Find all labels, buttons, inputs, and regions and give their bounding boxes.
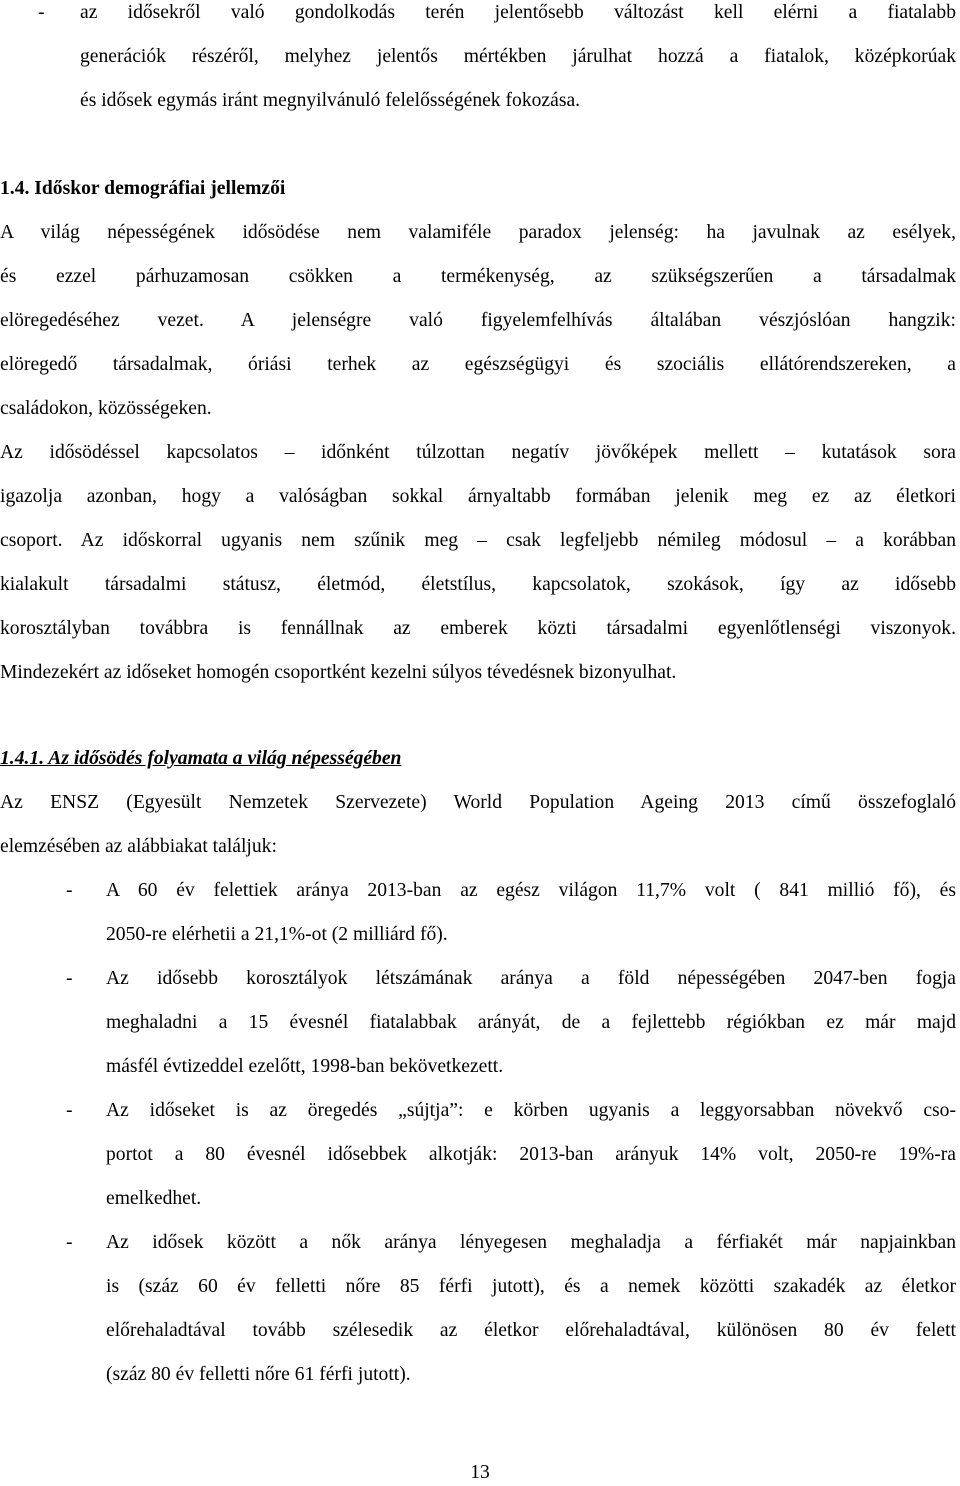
bullet-line: is (száz 60 év felletti nőre 85 férfi jutott), és a nemek közötti szakadék az életkor — [106, 1276, 956, 1297]
paragraph-line: elöregedő társadalmak, óriási terhek az egészségügyi és szociális ellátórendszereken, a — [0, 354, 956, 375]
paragraph-line: A világ népességének idősödése nem valamiféle paradox jelenség: ha javulnak az esélyek, — [0, 222, 956, 243]
paragraph-line: elemzésében az alábbiakat találjuk: — [0, 836, 277, 857]
bullet-line: portot a 80 évesnél idősebbek alkotják: 2013-ban arányuk 14% volt, 2050-re 19%-ra — [106, 1144, 956, 1165]
subsection-heading: 1.4.1. Az idősödés folyamata a világ népességében — [0, 748, 402, 769]
paragraph-line: Az ENSZ (Egyesült Nemzetek Szervezete) World Population Ageing 2013 című összefoglaló — [0, 792, 956, 813]
bullet-line: másfél évtizeddel ezelőtt, 1998-ban bekövetkezett. — [106, 1056, 504, 1077]
bullet-line: Az idősek között a nők aránya lényegesen meghaladja a férfiakét már napjainkban — [106, 1232, 956, 1253]
page-number: 13 — [470, 1462, 490, 1483]
bullet-dash: - — [38, 2, 45, 23]
bullet-dash: - — [66, 1232, 73, 1253]
intro-bullet-line: az idősekről való gondolkodás terén jelentősebb változást kell elérni a fiatalabb — [80, 2, 956, 23]
paragraph-line: elöregedéséhez vezet. A jelenségre való figyelemfelhívás általában vészjóslóan hangzik: — [0, 310, 956, 331]
bullet-dash: - — [66, 968, 73, 989]
bullet-line: Az idősebb korosztályok létszámának aránya a föld népességében 2047-ben fogja — [106, 968, 956, 989]
paragraph-line: csoport. Az időskorral ugyanis nem szűnik meg – csak legfeljebb némileg módosul – a korábban — [0, 530, 956, 551]
paragraph-line: igazolja azonban, hogy a valóságban sokkal árnyaltabb formában jelenik meg ez az életkori — [0, 486, 956, 507]
bullet-line: meghaladni a 15 évesnél fiatalabbak arányát, de a fejlettebb régiókban ez már majd — [106, 1012, 956, 1033]
section-heading: 1.4. Időskor demográfiai jellemzői — [0, 178, 286, 199]
paragraph-line: korosztályban továbbra is fennállnak az emberek közti társadalmi egyenlőtlenségi viszonyok. — [0, 618, 956, 639]
bullet-line: A 60 év felettiek aránya 2013-ban az egész világon 11,7% volt ( 841 millió fő), és — [106, 880, 956, 901]
bullet-dash: - — [66, 880, 73, 901]
paragraph-line: családokon, közösségeken. — [0, 398, 212, 419]
bullet-line: emelkedhet. — [106, 1188, 202, 1209]
bullet-dash: - — [66, 1100, 73, 1121]
intro-bullet-line: és idősek egymás iránt megnyilvánuló felelősségének fokozása. — [80, 90, 581, 111]
paragraph-line: és ezzel párhuzamosan csökken a termékenység, az szükségszerűen a társadalmak — [0, 266, 956, 287]
bullet-line: (száz 80 év felletti nőre 61 férfi jutott). — [106, 1364, 411, 1385]
bullet-line: 2050-re elérhetii a 21,1%-ot (2 milliárd fő). — [106, 924, 448, 945]
paragraph-line: Mindezekért az időseket homogén csoportként kezelni súlyos tévedésnek bizonyulhat. — [0, 662, 677, 683]
bullet-line: Az időseket is az öregedés „sújtja”: e körben ugyanis a leggyorsabban növekvő cso- — [106, 1100, 956, 1121]
intro-bullet-line: generációk részéről, melyhez jelentős mértékben járulhat hozzá a fiatalok, középkorúak — [80, 46, 956, 67]
paragraph-line: kialakult társadalmi státusz, életmód, életstílus, kapcsolatok, szokások, így az idősebb — [0, 574, 956, 595]
bullet-line: előrehaladtával tovább szélesedik az életkor előrehaladtával, különösen 80 év felett — [106, 1320, 956, 1341]
paragraph-line: Az idősödéssel kapcsolatos – időnként túlzottan negatív jövőképek mellett – kutatások sora — [0, 442, 956, 463]
